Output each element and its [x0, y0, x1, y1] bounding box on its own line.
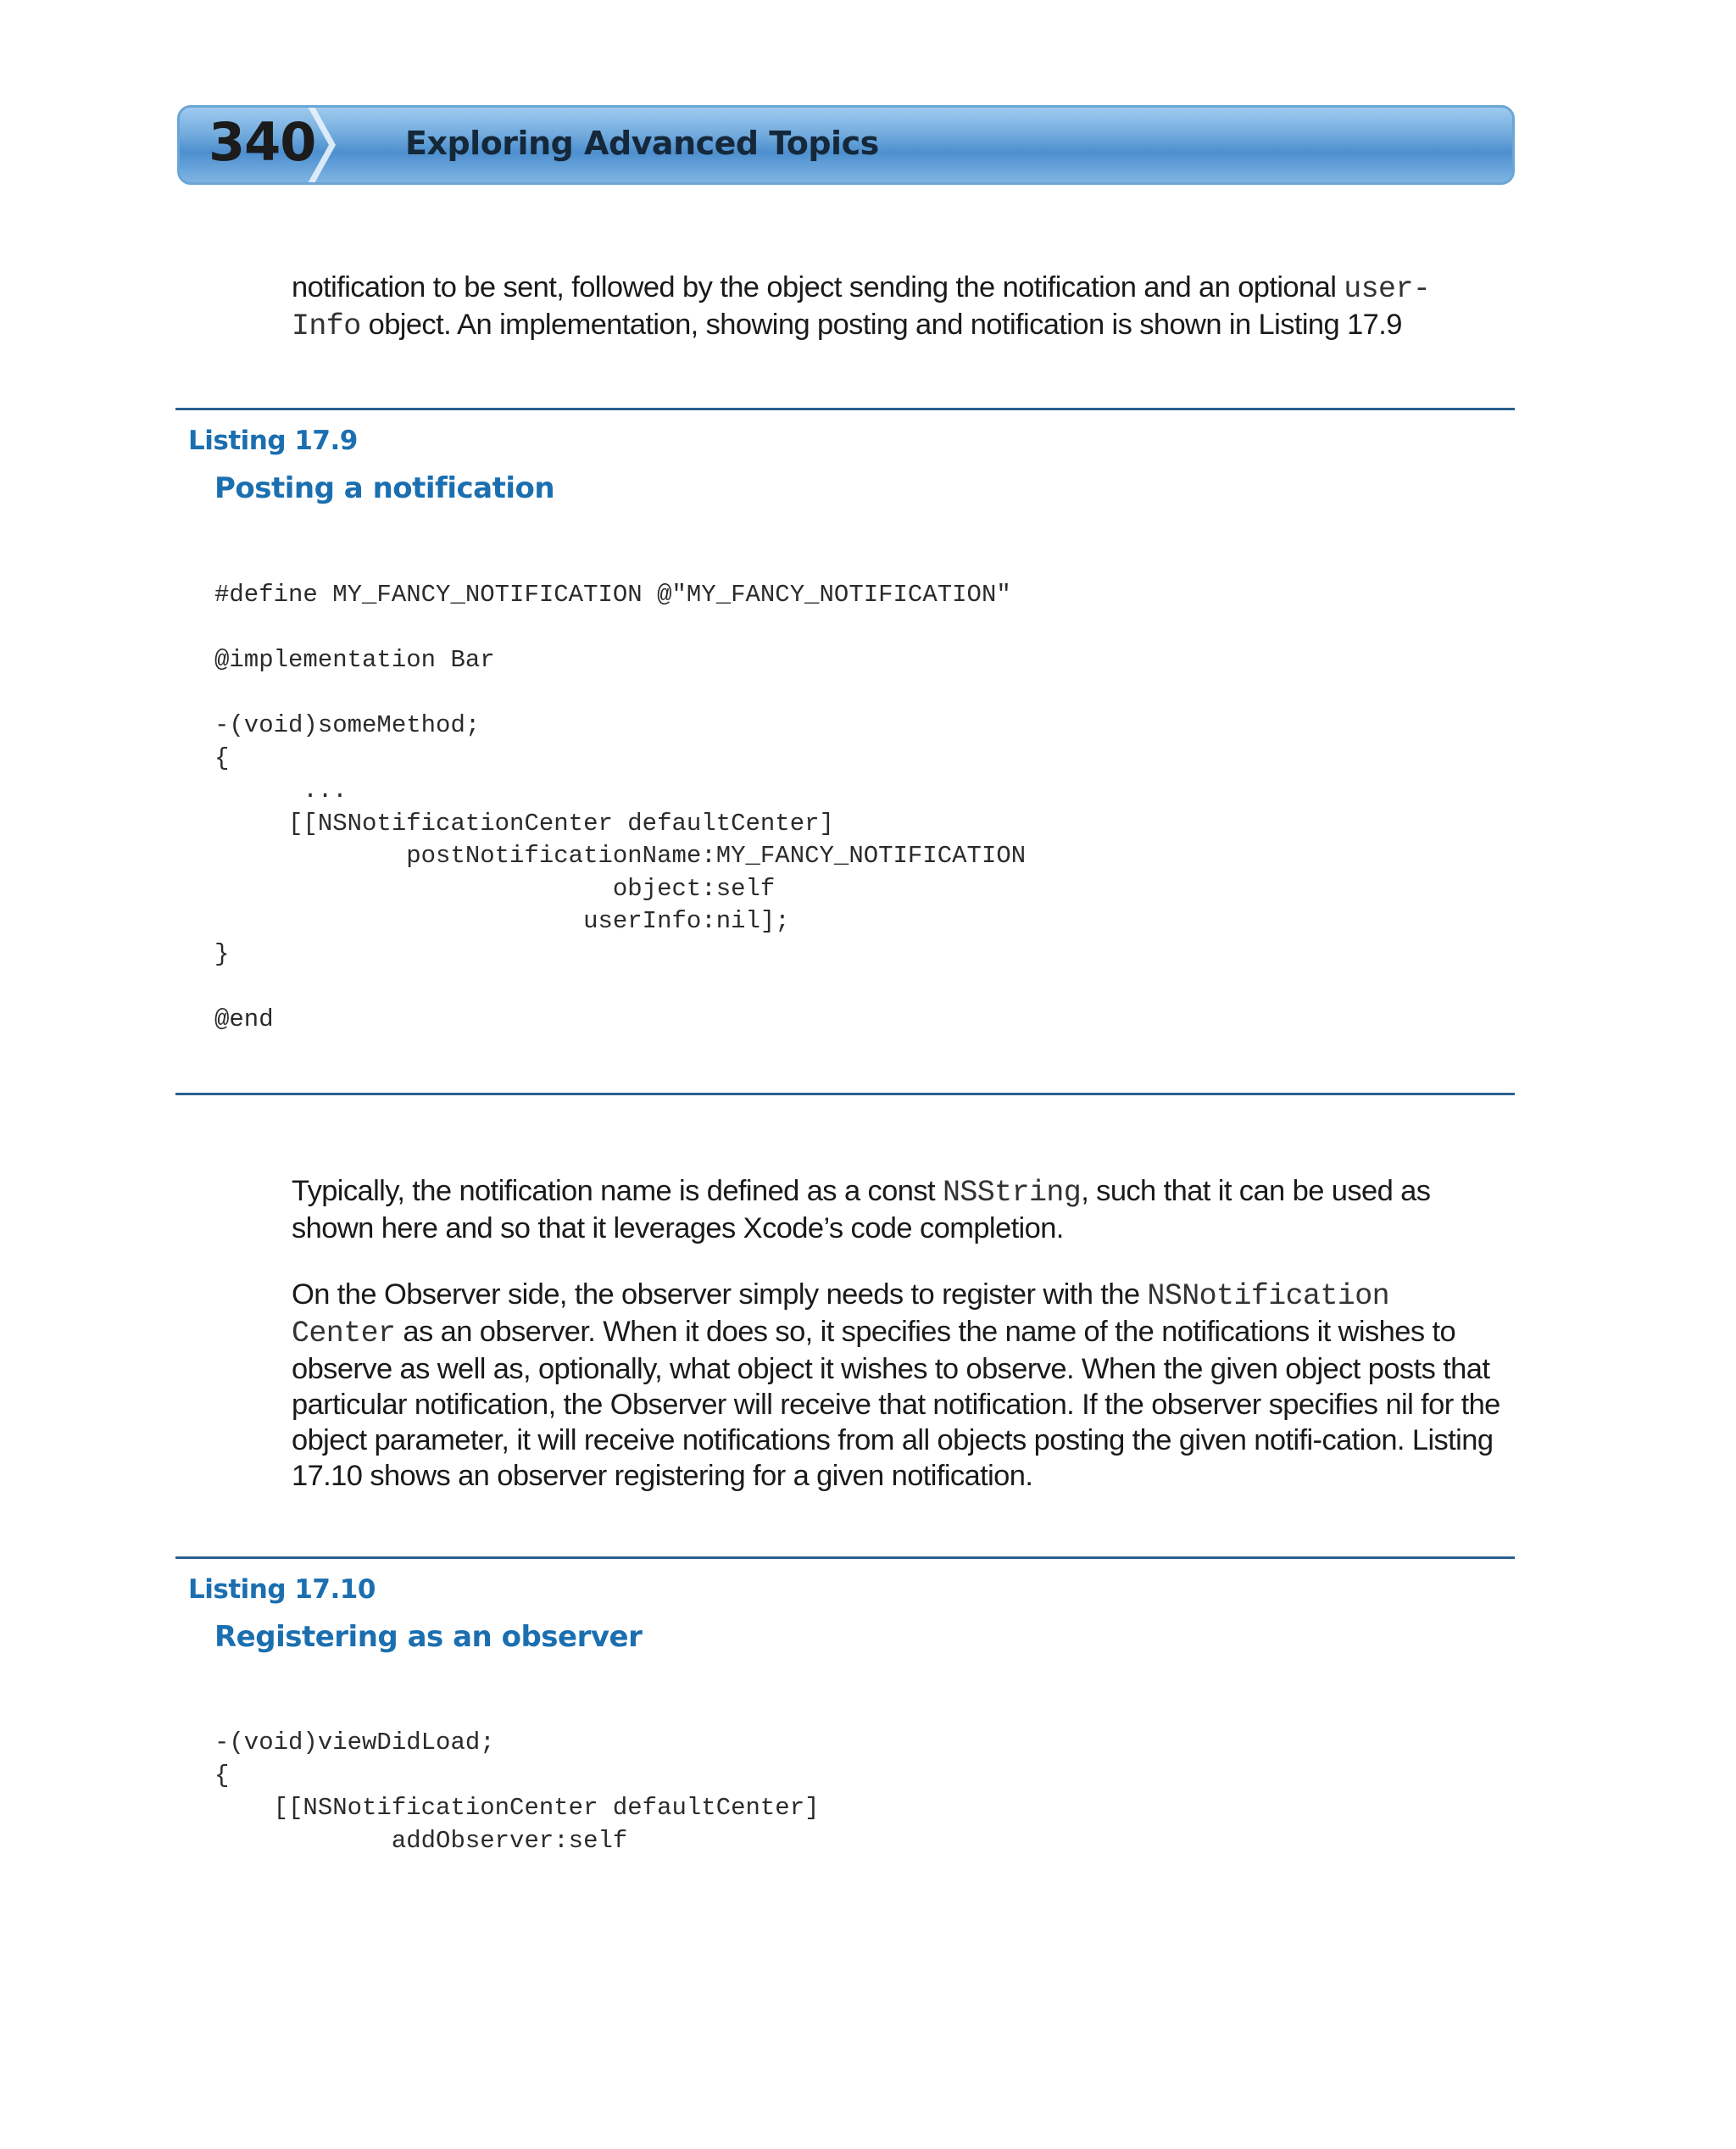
- p2-code-nsstring: NSString: [942, 1176, 1082, 1210]
- listing-17-9-title: Posting a notification: [214, 471, 555, 505]
- paragraph-typically: [292, 1173, 1512, 1246]
- p3-code-center: Center: [292, 1317, 396, 1350]
- intro-code-userinfo-a: user-: [1344, 272, 1431, 306]
- paragraph-observer: [292, 1277, 1512, 1494]
- p3-text-2: as an observer. When it does so, it specifies the name of the notifications it wishes to observe as well as, optionally, what object it wishes to observe. When the given object posts that particular notification, the Observer will receive that notification. If the observer specifies nil for the object parameter, it will receive notifications from all objects posting the given notifi-cation. Listing 17.10 shows an observer registering for a given notification.: [292, 1316, 1500, 1492]
- listing-bottom-rule: [175, 1093, 1515, 1095]
- listing-17-9-label: Listing 17.9: [188, 426, 358, 456]
- listing-17-10-label: Listing 17.10: [188, 1574, 376, 1605]
- page-header-banner: [177, 105, 1515, 185]
- intro-paragraph: [292, 270, 1512, 344]
- listing-top-rule: [175, 408, 1515, 410]
- listing-17-10-title: Registering as an observer: [214, 1620, 643, 1654]
- intro-text-2: object. An implementation, showing posting and notification is shown in Listing 17.9: [360, 309, 1402, 341]
- p2-text-1: Typically, the notification name is defined as a const: [292, 1175, 943, 1207]
- listing-17-10-code: -(void)viewDidLoad; { [[NSNotificationCenter defaultCenter] addObserver:self: [214, 1729, 820, 1855]
- intro-text-1: notification to be sent, followed by the object sending the notification and an optional: [292, 271, 1344, 303]
- intro-code-userinfo-b: Info: [292, 309, 361, 343]
- listing-17-9-code: #define MY_FANCY_NOTIFICATION @"MY_FANCY_NOTIFICATION" @implementation Bar -(void)someMethod; { ... [[NSNotificationCenter defaultCenter] postNotificationName:MY_FANCY_NOTIFICATION object:self userInfo:nil]; } @end: [214, 581, 1027, 1033]
- p3-code-nsnotification: NSNotification: [1147, 1279, 1390, 1313]
- p3-text-1: On the Observer side, the observer simply needs to register with the: [292, 1278, 1148, 1311]
- chapter-title: Exploring Advanced Topics: [405, 125, 879, 162]
- page-number: 340: [209, 111, 316, 173]
- p2-text-2: , such that it can be used as shown here and so that it leverages Xcode’s code completion.: [292, 1175, 1431, 1244]
- listing-top-rule-2: [175, 1556, 1515, 1559]
